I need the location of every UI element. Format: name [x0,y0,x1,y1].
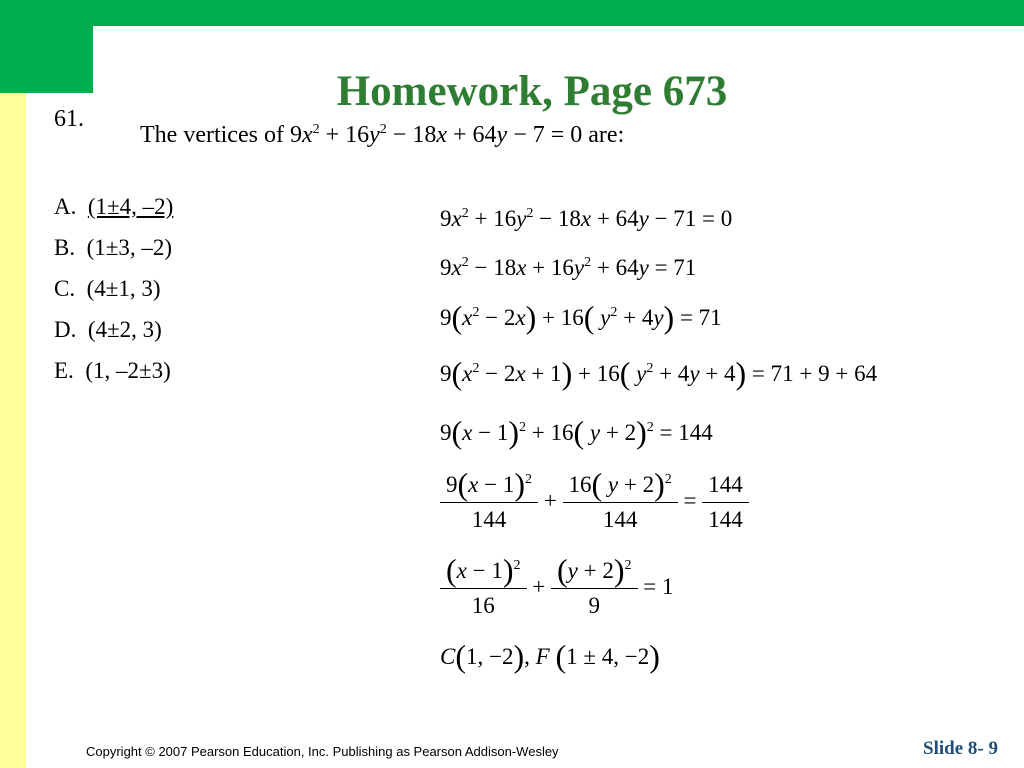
prompt-prefix: The vertices of [140,122,284,148]
fraction: $\frac{(x - 1)^2}{16}$ [440,556,527,621]
fraction: $\frac{(y + 2)^2}{9}$ [551,556,638,621]
solution-step-4: $9(x^2 - 2x + 1) + 16$( $y^2 + 4y + 4) = 71 + 9 + 64$ [440,355,878,391]
fraction: $\frac{16( y + 2)^2}{144}$ [563,470,678,535]
solution-step-2: $9x^2 - 18x + 16y^2 + 64y = 71$ [440,254,697,280]
solution-step-7: $\frac{(x - 1)^2}{16}$ + $\frac{(y + 2)^2}{9}$ = 1 [440,556,674,621]
solution-step-8: C(1, −2), F (1 ± 4, −2) [440,638,660,674]
copyright-notice: Copyright © 2007 Pearson Education, Inc. Publishing as Pearson Addison-Wesley [86,744,559,759]
answer-choices [54,186,173,391]
solution-step-3: $9(x^2 - 2x) + 16$( $y^2 + 4y) = 71$ [440,299,722,335]
solution-step-6: $\frac{9(x - 1)^2}{144}$ + $\frac{16( y + 2)^2}{144}$ = $\frac{144}{144}$ [440,470,749,535]
choice-b: B. (1±3, –2) [54,235,173,260]
prompt-suffix: are: [588,122,625,148]
choice-e: E. (1, –2±3) [54,358,171,383]
problem-prompt [140,120,624,150]
choice-c: C. (4±1, 3) [54,276,161,301]
problem-number: 61. [54,106,84,132]
solution-step-5: $9(x - 1)^2 + 16$( y + 2)$^2$ = 144 [440,414,713,450]
slide-title: Homework, Page 673 [336,68,728,115]
top-accent-bar [0,0,1024,26]
slide-number: Slide 8- 9 [923,738,998,759]
prompt-equation: $9x^2 + 16y^2 - 18x + 64y - 7 = 0$ [289,121,583,148]
fraction: $\frac{9(x - 1)^2}{144}$ [440,470,538,535]
choice-a: A. (1±4, –2) [54,194,174,219]
solution-step-1: $9x^2 + 16y^2 - 18x + 64y - 71 = 0$ [440,205,733,231]
fraction: $\frac{144}{144}$ [702,470,749,535]
left-accent-stripe [0,93,26,768]
choice-d: D. (4±2, 3) [54,317,162,342]
